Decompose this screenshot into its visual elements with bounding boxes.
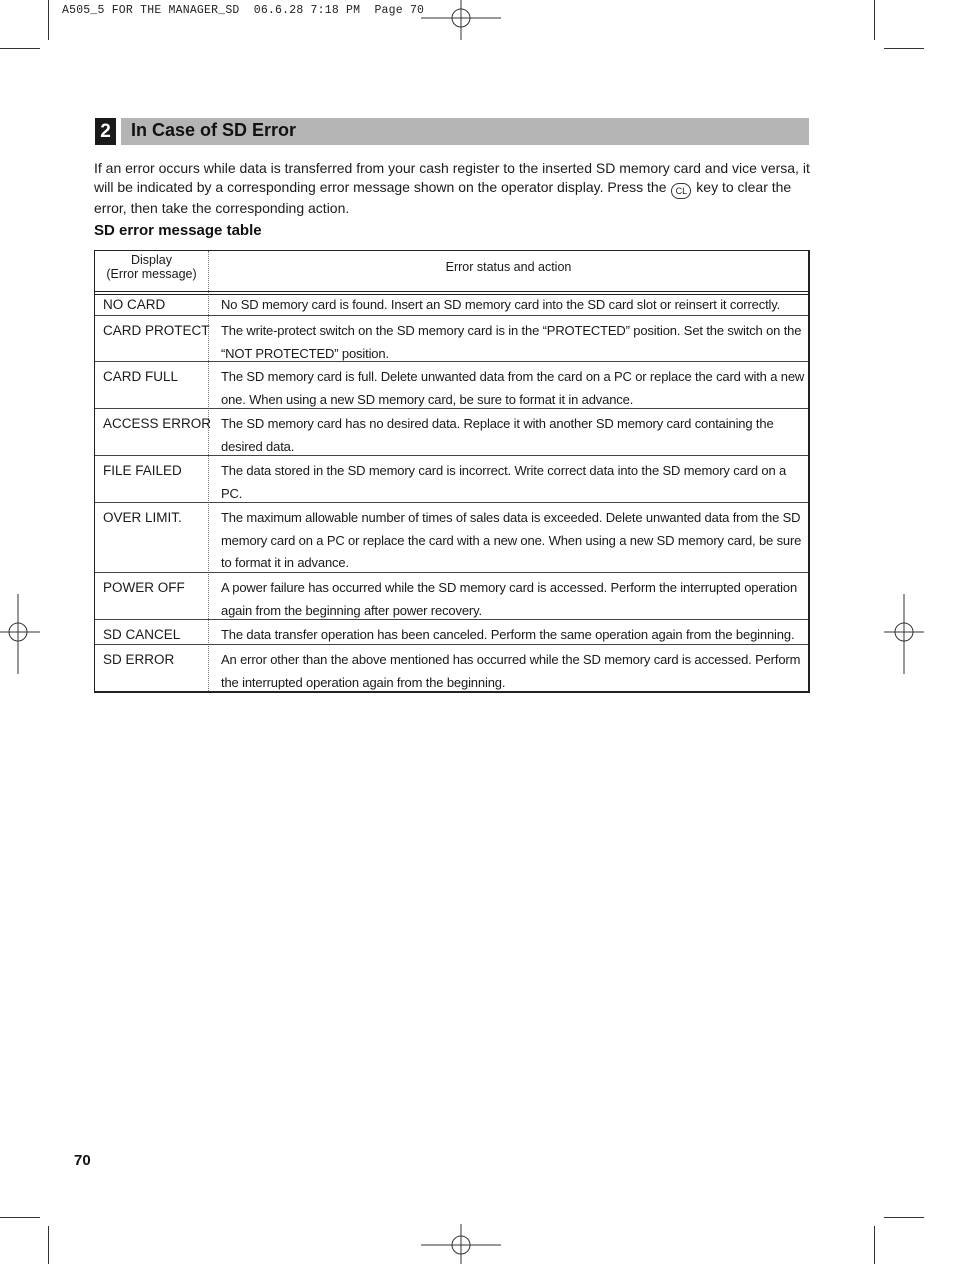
table-row: [95, 645, 808, 691]
registration-mark-right-icon: [884, 594, 924, 674]
intro-text-part1: If an error occurs while data is transferred from your cash register to the inserted SD memory card and vice versa, it will be indicated by a corresponding error message shown on the operator display. Press the: [94, 160, 810, 195]
registration-mark-bottom-icon: [421, 1224, 501, 1264]
print-slug-line: A505_5 FOR THE MANAGER_SD 06.6.28 7:18 PM Page 70: [62, 4, 425, 17]
section-title-bar: [121, 118, 809, 145]
error-action: The SD memory card is full. Delete unwanted data from the card on a PC or replace the card with a new one. When using a new SD memory card, be sure to format it in advance.: [221, 369, 805, 407]
intro-text-part2: key to clear the error, then take the corresponding action.: [94, 179, 792, 216]
crop-mark-bottom-right-v: [874, 1226, 875, 1264]
crop-mark-top-left-v: [48, 0, 49, 40]
error-action: A power failure has occurred while the SD memory card is accessed. Perform the interrupted operation again from the beginning after power recovery.: [221, 580, 798, 618]
crop-mark-bottom-left-v: [48, 1226, 49, 1264]
table-row: [95, 620, 808, 645]
table-row: [95, 503, 808, 573]
crop-mark-top-right-v: [874, 0, 875, 40]
error-code: FILE FAILED: [103, 463, 182, 478]
error-action: The write-protect switch on the SD memory card is in the “PROTECTED” position. Set the switch on the “NOT PROTECTED” position.: [221, 323, 802, 361]
table-subheading: SD error message table: [94, 222, 262, 239]
section-title: In Case of SD Error: [131, 120, 297, 140]
error-code: OVER LIMIT.: [103, 510, 182, 525]
error-code: NO CARD: [103, 297, 166, 312]
error-code: CARD PROTECT: [103, 323, 210, 338]
section-number-badge: 2: [95, 118, 116, 145]
header-display-line2: (Error message): [106, 267, 197, 281]
table-row: [95, 409, 808, 456]
error-code: CARD FULL: [103, 369, 179, 384]
crop-mark-top-left-h: [0, 48, 40, 49]
error-action: The data transfer operation has been canceled. Perform the same operation again from the beginning.: [221, 627, 795, 642]
error-code: SD ERROR: [103, 652, 175, 667]
error-action: No SD memory card is found. Insert an SD memory card into the SD card slot or reinsert it correctly.: [221, 297, 781, 312]
cl-key-icon: CL: [671, 183, 691, 199]
crop-mark-bottom-right-h: [884, 1217, 924, 1218]
header-status: Error status and action: [445, 260, 572, 274]
header-display: [95, 253, 208, 281]
section-heading: [95, 118, 809, 145]
table-row: [95, 573, 808, 620]
error-action: An error other than the above mentioned has occurred while the SD memory card is accessed. Perform the interrupted operation again from the beginning.: [221, 652, 801, 690]
registration-mark-left-icon: [0, 594, 40, 674]
error-code: POWER OFF: [103, 580, 185, 595]
table-row: [95, 294, 808, 316]
table-row: [95, 456, 808, 503]
table-row: [95, 362, 808, 409]
sd-error-table: [94, 250, 810, 693]
header-display-line1: Display: [131, 253, 172, 267]
error-action: The maximum allowable number of times of sales data is exceeded. Delete unwanted data from the SD memory card on a PC or replace the card with a new one. When using a new SD memory card, be sure to format it in advance.: [221, 510, 802, 570]
error-code: ACCESS ERROR: [103, 416, 212, 431]
crop-mark-top-right-h: [884, 48, 924, 49]
intro-paragraph: [94, 159, 810, 218]
crop-mark-bottom-left-h: [0, 1217, 40, 1218]
error-action: The SD memory card has no desired data. Replace it with another SD memory card containing the desired data.: [221, 416, 774, 454]
error-action: The data stored in the SD memory card is incorrect. Write correct data into the SD memory card on a PC.: [221, 463, 787, 501]
table-row: [95, 316, 808, 362]
registration-mark-top-icon: [421, 0, 501, 40]
error-code: SD CANCEL: [103, 627, 181, 642]
page-number: 70: [74, 1152, 91, 1169]
